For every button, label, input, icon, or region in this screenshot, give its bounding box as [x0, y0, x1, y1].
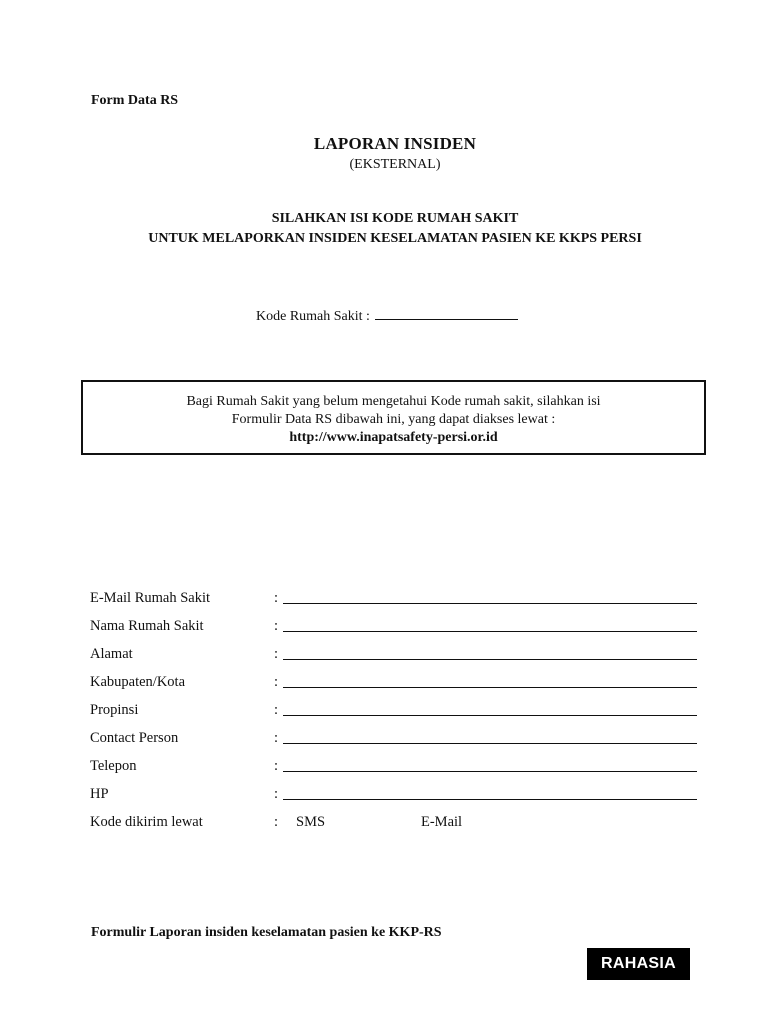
- mobile-field[interactable]: [283, 799, 697, 800]
- field-row-address: [90, 644, 700, 672]
- field-row-email: [90, 588, 700, 616]
- hospital-code-field[interactable]: [375, 305, 518, 320]
- info-line-1: Bagi Rumah Sakit yang belum mengetahui Kode rumah sakit, silahkan isi: [186, 394, 601, 409]
- info-line-2: Formulir Data RS dibawah ini, yang dapat diakses lewat :: [231, 412, 556, 427]
- hospital-name-field[interactable]: [283, 631, 697, 632]
- field-label: Nama Rumah Sakit: [90, 618, 204, 634]
- field-colon: :: [274, 730, 279, 746]
- field-row-delivery: [90, 812, 700, 840]
- delivery-label: Kode dikirim lewat: [90, 814, 203, 830]
- contact-person-field[interactable]: [283, 743, 697, 744]
- email-field[interactable]: [283, 603, 697, 604]
- field-label: E-Mail Rumah Sakit: [90, 590, 211, 606]
- field-colon: :: [274, 674, 279, 690]
- phone-field[interactable]: [283, 771, 697, 772]
- footer-form-title: Formulir Laporan insiden keselamatan pasien ke KKP-RS: [91, 925, 442, 940]
- info-box: [81, 380, 706, 455]
- field-colon: :: [274, 702, 279, 718]
- confidential-stamp: RAHASIA: [587, 948, 690, 980]
- field-label: Propinsi: [90, 702, 139, 718]
- city-field[interactable]: [283, 687, 697, 688]
- hospital-data-form: [90, 588, 700, 840]
- field-label: Telepon: [90, 758, 137, 774]
- hospital-code-row: [256, 305, 518, 325]
- page-title: LAPORAN INSIDEN: [313, 134, 477, 153]
- hospital-code-label: Kode Rumah Sakit :: [256, 309, 370, 324]
- field-colon: :: [274, 758, 279, 774]
- field-colon: :: [274, 814, 279, 830]
- field-colon: :: [274, 590, 279, 606]
- province-field[interactable]: [283, 715, 697, 716]
- field-row-mobile: [90, 784, 700, 812]
- address-field[interactable]: [283, 659, 697, 660]
- field-colon: :: [274, 646, 279, 662]
- field-row-province: [90, 700, 700, 728]
- delivery-option-email[interactable]: E-Mail: [421, 814, 463, 830]
- form-type-label: Form Data RS: [91, 93, 179, 108]
- field-row-name: [90, 616, 700, 644]
- instruction-line-1: SILAHKAN ISI KODE RUMAH SAKIT: [271, 211, 519, 226]
- page-subtitle: (EKSTERNAL): [349, 157, 441, 172]
- field-colon: :: [274, 786, 279, 802]
- field-label: Contact Person: [90, 730, 179, 746]
- info-url-link[interactable]: http://www.inapatsafety-persi.or.id: [289, 430, 498, 445]
- instruction-line-2: UNTUK MELAPORKAN INSIDEN KESELAMATAN PASIEN KE KKPS PERSI: [148, 231, 642, 246]
- field-row-city: [90, 672, 700, 700]
- delivery-option-sms[interactable]: SMS: [296, 814, 326, 830]
- field-row-phone: [90, 756, 700, 784]
- field-colon: :: [274, 618, 279, 634]
- field-label: HP: [90, 786, 109, 802]
- field-row-contact: [90, 728, 700, 756]
- field-label: Alamat: [90, 646, 133, 662]
- field-label: Kabupaten/Kota: [90, 674, 186, 690]
